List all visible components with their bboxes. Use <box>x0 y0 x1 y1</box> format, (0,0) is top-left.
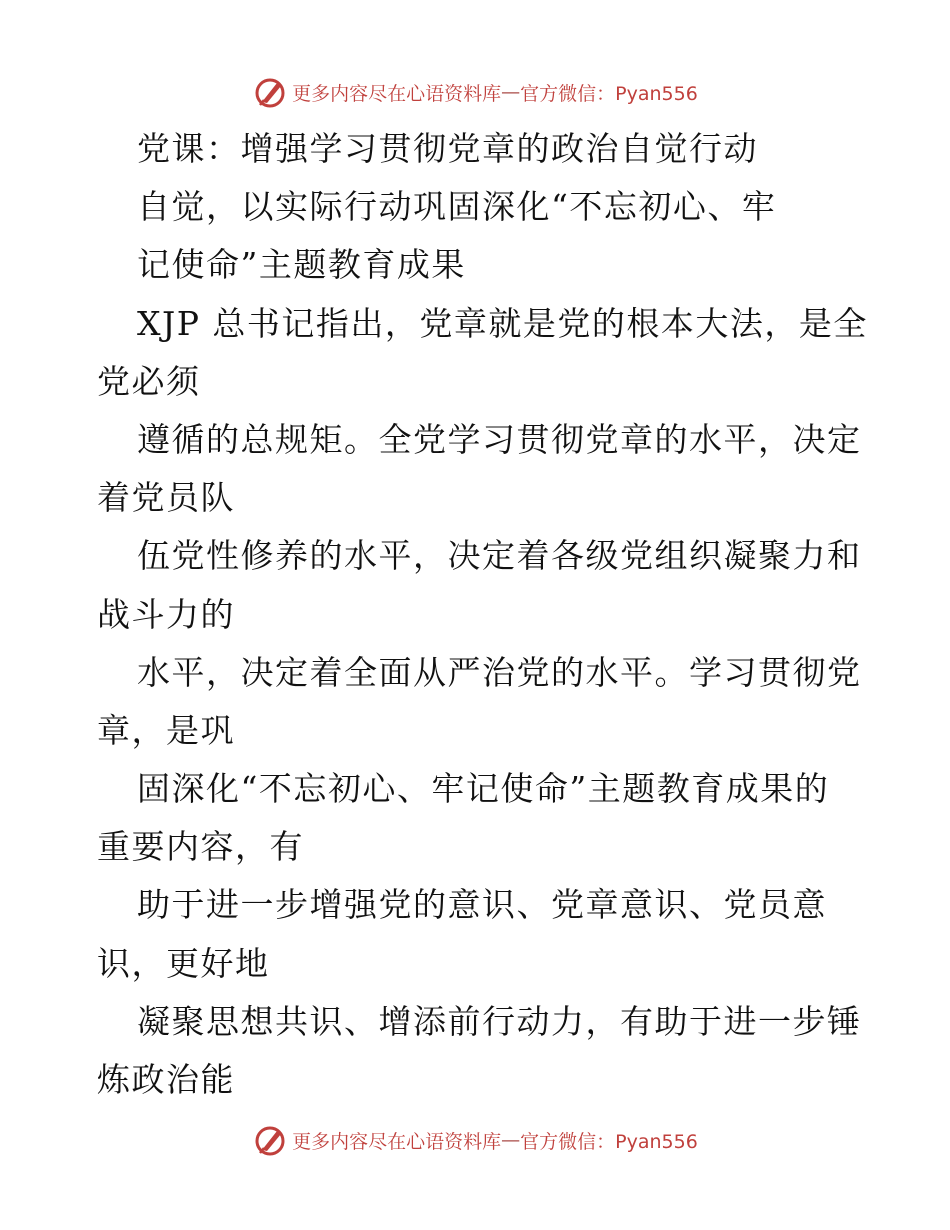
document-line: 伍党性修养的水平，决定着各级党组织凝聚力和 <box>137 536 862 576</box>
watermark-brand-text: 更多内容尽在心语资料库 <box>292 1130 502 1153</box>
watermark-wechat-text: 官方微信：Pyan556 <box>520 82 698 105</box>
watermark-separator: — <box>501 81 521 103</box>
watermark-wechat-text: 官方微信：Pyan556 <box>520 1130 698 1153</box>
watermark-banner-top <box>0 72 950 112</box>
document-line: 党课：增强学习贯彻党章的政治自觉行动 <box>137 129 758 168</box>
document-line: 炼政治能 <box>97 1060 235 1099</box>
document-line: 着党员队 <box>97 478 235 518</box>
document-line: 助于进一步增强党的意识、党章意识、党员意 <box>137 885 827 925</box>
document-line: XJP 总书记指出，党章就是党的根本大法，是全 <box>137 303 868 343</box>
quill-pen-logo-icon <box>252 1122 288 1158</box>
watermark-separator: — <box>501 1129 521 1151</box>
document-line: 记使命”主题教育成果 <box>137 245 466 285</box>
document-body <box>97 120 868 1109</box>
document-line: 遵循的总规矩。全党学习贯彻党章的水平，决定 <box>137 419 862 459</box>
document-line: 固深化“不忘初心、牢记使命”主题教育成果的 <box>137 769 830 809</box>
document-line: 党必须 <box>97 361 201 401</box>
document-line: 识，更好地 <box>97 943 270 983</box>
document-line: 章，是巩 <box>97 710 235 750</box>
watermark-brand-text: 更多内容尽在心语资料库 <box>292 82 502 105</box>
document-line: 自觉，以实际行动巩固深化“不忘初心、牢 <box>137 187 777 227</box>
quill-pen-logo-icon <box>252 74 288 110</box>
document-line: 战斗力的 <box>97 594 235 634</box>
document-line: 水平，决定着全面从严治党的水平。学习贯彻党 <box>137 652 862 692</box>
watermark-banner-bottom <box>0 1120 950 1160</box>
document-line: 凝聚思想共识、增添前行动力，有助于进一步锤 <box>137 1001 862 1041</box>
document-line: 重要内容，有 <box>97 827 304 867</box>
